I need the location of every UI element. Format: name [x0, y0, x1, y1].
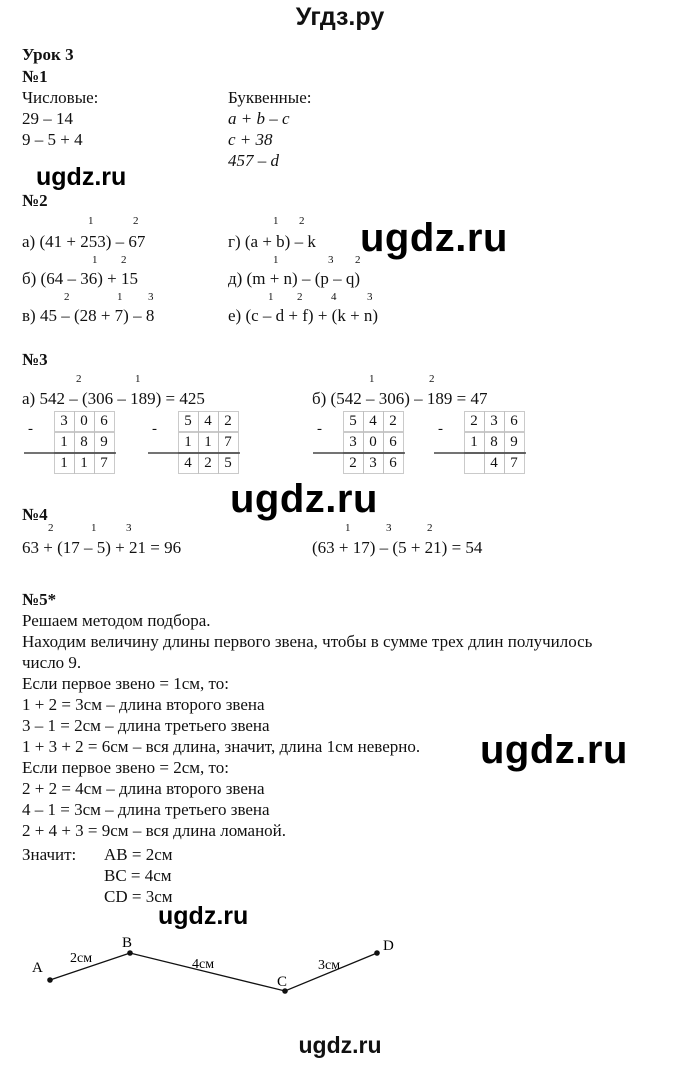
answer-bc: BC = 4см: [104, 866, 172, 885]
solution-line: Находим величину длины первого звена, чтобы в сумме трех длин получилось: [22, 632, 593, 651]
broken-line-diagram: [0, 930, 680, 1000]
expression: (63 + 17) – (5 + 21) = 54: [312, 538, 483, 557]
solution-line: Если первое звено = 2см, то:: [22, 758, 229, 777]
point-b: [127, 950, 133, 956]
order-mark: 2: [429, 373, 435, 385]
expression: г) (a + b) – k: [228, 232, 316, 251]
order-mark: 2: [299, 215, 305, 227]
minus-sign: -: [317, 421, 322, 437]
digit-cell: 0: [80, 413, 88, 429]
task-5-title: №5*: [22, 590, 57, 609]
expression: в) 45 – (28 + 7) – 8: [22, 306, 155, 325]
order-mark: 2: [355, 254, 361, 266]
digit-cell: 1: [60, 455, 68, 471]
order-mark: 3: [367, 291, 373, 303]
column-subtraction: [24, 409, 116, 475]
digit-cell: 6: [389, 455, 397, 471]
watermark: ugdz.ru: [360, 216, 508, 260]
label-a: A: [32, 960, 43, 976]
order-mark: 2: [64, 291, 70, 303]
order-mark: 4: [331, 291, 337, 303]
column-subtraction: [313, 409, 405, 475]
order-mark: 2: [297, 291, 303, 303]
digit-cell: 4: [204, 413, 212, 429]
order-mark: 3: [328, 254, 334, 266]
task-1-title: №1: [22, 67, 48, 86]
expression: а) 542 – (306 – 189) = 425: [22, 389, 205, 408]
digit-cell: 4: [490, 455, 498, 471]
order-mark: 1: [273, 215, 279, 227]
segment-cd-length: 3см: [318, 958, 341, 973]
digit-cell: 7: [510, 455, 518, 471]
column-subtraction: [148, 409, 240, 475]
conclusion-label: Значит:: [22, 845, 77, 864]
expression: 63 + (17 – 5) + 21 = 96: [22, 538, 182, 557]
solution-line: 3 – 1 = 2см – длина третьего звена: [22, 716, 270, 735]
digit-cell: 9: [510, 434, 518, 450]
site-header: Угдз.ру: [295, 3, 385, 31]
digit-cell: 2: [470, 413, 478, 429]
watermark: ugdz.ru: [158, 902, 249, 930]
order-mark: 1: [88, 215, 94, 227]
order-mark: 1: [117, 291, 123, 303]
order-mark: 1: [345, 522, 351, 534]
order-mark: 1: [92, 254, 98, 266]
answer-ab: AB = 2см: [104, 845, 173, 864]
digit-cell: 4: [184, 455, 192, 471]
task-2-title: №2: [22, 191, 48, 210]
task-4-title: №4: [22, 505, 48, 524]
digit-cell: 1: [184, 434, 192, 450]
column-subtraction: [434, 409, 526, 475]
digit-cell: 1: [60, 434, 68, 450]
digit-cell: 3: [60, 413, 68, 429]
point-a: [47, 977, 53, 983]
digit-cell: 6: [100, 413, 108, 429]
watermark: ugdz.ru: [36, 163, 127, 191]
digit-cell: [464, 453, 484, 473]
expression: е) (c – d + f) + (k + n): [228, 306, 379, 325]
lesson-title: Урок 3: [22, 45, 74, 64]
digit-cell: 1: [470, 434, 478, 450]
digit-cell: 2: [389, 413, 397, 429]
task-3-title: №3: [22, 350, 48, 369]
digit-cell: 2: [204, 455, 212, 471]
digit-cell: 5: [349, 413, 357, 429]
digit-cell: 9: [100, 434, 108, 450]
digit-cell: 5: [224, 455, 232, 471]
solution-line: число 9.: [22, 653, 82, 672]
order-mark: 1: [369, 373, 375, 385]
order-mark: 1: [273, 254, 279, 266]
digit-cell: 2: [224, 413, 232, 429]
order-mark: 1: [91, 522, 97, 534]
minus-sign: -: [438, 421, 443, 437]
segment-ab-length: 2см: [70, 951, 93, 966]
digit-cell: 5: [184, 413, 192, 429]
letter-expression: 457 – d: [228, 151, 279, 170]
site-footer: ugdz.ru: [298, 1032, 382, 1058]
solution-line: 2 + 2 = 4см – длина второго звена: [22, 779, 265, 798]
digit-cell: 2: [349, 455, 357, 471]
order-mark: 1: [268, 291, 274, 303]
label-c: C: [277, 974, 288, 990]
letter-expression: a + b – c: [228, 109, 290, 128]
watermark: ugdz.ru: [230, 477, 378, 521]
digit-cell: 8: [80, 434, 88, 450]
digit-cell: 3: [349, 434, 357, 450]
digit-cell: 8: [490, 434, 498, 450]
solution-line: 2 + 4 + 3 = 9см – вся длина ломаной.: [22, 821, 287, 840]
order-mark: 2: [76, 373, 82, 385]
digit-cell: 4: [369, 413, 377, 429]
digit-cell: 7: [224, 434, 232, 450]
label-b: B: [122, 935, 133, 951]
watermark: ugdz.ru: [480, 728, 628, 772]
digit-cell: 1: [204, 434, 212, 450]
digit-cell: 6: [389, 434, 397, 450]
order-mark: 3: [126, 522, 132, 534]
numeric-header: Числовые:: [22, 88, 99, 107]
digit-cell: 0: [369, 434, 377, 450]
order-mark: 2: [133, 215, 139, 227]
answer-cd: CD = 3см: [104, 887, 173, 906]
label-d: D: [383, 938, 394, 954]
solution-line: Решаем методом подбора.: [22, 611, 211, 630]
letter-header: Буквенные:: [228, 88, 312, 107]
minus-sign: -: [28, 421, 33, 437]
order-mark: 2: [48, 522, 54, 534]
digit-cell: 1: [80, 455, 88, 471]
minus-sign: -: [152, 421, 157, 437]
order-mark: 2: [121, 254, 127, 266]
segment-bc-length: 4см: [192, 957, 215, 972]
digit-cell: 6: [510, 413, 518, 429]
order-mark: 3: [148, 291, 154, 303]
solution-line: 1 + 2 = 3см – длина второго звена: [22, 695, 265, 714]
numeric-expression: 9 – 5 + 4: [22, 130, 83, 149]
order-mark: 1: [135, 373, 141, 385]
letter-expression: c + 38: [228, 130, 273, 149]
expression: а) (41 + 253) – 67: [22, 232, 146, 251]
solution-line: Если первое звено = 1см, то:: [22, 674, 229, 693]
digit-cell: 3: [490, 413, 498, 429]
order-mark: 3: [386, 522, 392, 534]
expression: б) (64 – 36) + 15: [22, 269, 138, 288]
solution-line: 4 – 1 = 3см – длина третьего звена: [22, 800, 270, 819]
digit-cell: 7: [100, 455, 108, 471]
point-d: [374, 950, 380, 956]
solution-line: 1 + 3 + 2 = 6см – вся длина, значит, длина 1см неверно.: [22, 737, 421, 756]
digit-cell: 3: [369, 455, 377, 471]
numeric-expression: 29 – 14: [22, 109, 73, 128]
expression: б) (542 – 306) – 189 = 47: [312, 389, 488, 408]
order-mark: 2: [427, 522, 433, 534]
expression: д) (m + n) – (p – q): [228, 269, 361, 288]
